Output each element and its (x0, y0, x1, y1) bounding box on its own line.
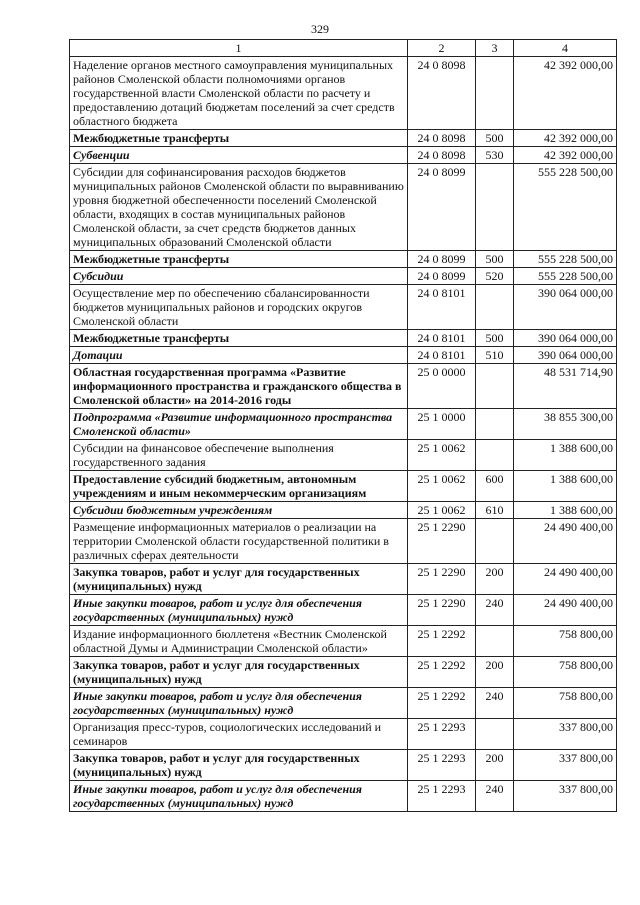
table-row (70, 719, 617, 750)
table-row (70, 130, 617, 147)
page-number: 329 (311, 22, 329, 36)
expense-type-code: 500 (476, 130, 514, 147)
target-code: 24 0 8098 (408, 147, 476, 164)
expense-type-code: 510 (476, 347, 514, 364)
amount-value: 1 388 600,00 (514, 502, 617, 519)
table-row (70, 268, 617, 285)
column-header: 2 (408, 40, 476, 57)
row-description: Организация пресс-туров, социологических исследований и семинаров (70, 719, 408, 750)
column-header: 4 (514, 40, 617, 57)
expense-type-code: 200 (476, 750, 514, 781)
expense-type-code (476, 285, 514, 330)
row-description: Иные закупки товаров, работ и услуг для обеспечения государственных (муниципальных) нужд (70, 595, 408, 626)
target-code: 24 0 8098 (408, 130, 476, 147)
target-code: 24 0 8101 (408, 347, 476, 364)
amount-value: 48 531 714,90 (514, 364, 617, 409)
target-code: 25 1 0062 (408, 440, 476, 471)
table-row (70, 688, 617, 719)
row-description: Иные закупки товаров, работ и услуг для обеспечения государственных (муниципальных) нужд (70, 781, 408, 812)
table-row (70, 57, 617, 130)
expense-type-code: 520 (476, 268, 514, 285)
row-description: Межбюджетные трансферты (70, 130, 408, 147)
table-row (70, 251, 617, 268)
expense-type-code: 200 (476, 657, 514, 688)
column-header: 1 (70, 40, 408, 57)
table-row (70, 330, 617, 347)
amount-value: 337 800,00 (514, 719, 617, 750)
target-code: 25 1 2290 (408, 519, 476, 564)
row-description: Иные закупки товаров, работ и услуг для обеспечения государственных (муниципальных) нужд (70, 688, 408, 719)
amount-value: 390 064 000,00 (514, 285, 617, 330)
table-header-row (70, 40, 617, 57)
row-description: Субсидии бюджетным учреждениям (70, 502, 408, 519)
table-row (70, 471, 617, 502)
amount-value: 1 388 600,00 (514, 471, 617, 502)
target-code: 25 1 2290 (408, 595, 476, 626)
amount-value: 24 490 400,00 (514, 564, 617, 595)
table-row (70, 626, 617, 657)
expense-type-code: 610 (476, 502, 514, 519)
expense-type-code (476, 519, 514, 564)
table-row (70, 564, 617, 595)
table-row (70, 781, 617, 812)
amount-value: 555 228 500,00 (514, 251, 617, 268)
table-row (70, 440, 617, 471)
row-description: Межбюджетные трансферты (70, 330, 408, 347)
amount-value: 24 490 400,00 (514, 595, 617, 626)
expense-type-code: 530 (476, 147, 514, 164)
column-header: 3 (476, 40, 514, 57)
amount-value: 758 800,00 (514, 626, 617, 657)
target-code: 25 1 2292 (408, 688, 476, 719)
amount-value: 390 064 000,00 (514, 347, 617, 364)
table-row (70, 595, 617, 626)
target-code: 24 0 8098 (408, 57, 476, 130)
target-code: 25 0 0000 (408, 364, 476, 409)
target-code: 25 1 2293 (408, 719, 476, 750)
table-body (70, 57, 617, 812)
amount-value: 337 800,00 (514, 781, 617, 812)
target-code: 25 1 0062 (408, 471, 476, 502)
expense-type-code (476, 409, 514, 440)
amount-value: 555 228 500,00 (514, 164, 617, 251)
table-row (70, 347, 617, 364)
row-description: Субвенции (70, 147, 408, 164)
target-code: 25 1 0000 (408, 409, 476, 440)
expense-type-code (476, 626, 514, 657)
amount-value: 758 800,00 (514, 657, 617, 688)
amount-value: 337 800,00 (514, 750, 617, 781)
target-code: 24 0 8099 (408, 164, 476, 251)
row-description: Областная государственная программа «Развитие информационного пространства и гражданского общества в Смоленской области» на 2014-2016 годы (70, 364, 408, 409)
target-code: 24 0 8101 (408, 330, 476, 347)
expense-type-code (476, 164, 514, 251)
target-code: 25 1 2292 (408, 657, 476, 688)
target-code: 24 0 8099 (408, 268, 476, 285)
row-description: Размещение информационных материалов о реализации на территории Смоленской области государственной политики в различных сферах деятельности (70, 519, 408, 564)
amount-value: 42 392 000,00 (514, 147, 617, 164)
table-row (70, 285, 617, 330)
target-code: 24 0 8099 (408, 251, 476, 268)
row-description: Предоставление субсидий бюджетным, автономным учреждениям и иным некоммерческим организациям (70, 471, 408, 502)
budget-table (69, 39, 617, 812)
row-description: Осуществление мер по обеспечению сбалансированности бюджетов муниципальных районов и городских округов Смоленской области (70, 285, 408, 330)
expense-type-code: 240 (476, 781, 514, 812)
table-row (70, 409, 617, 440)
expense-type-code: 240 (476, 595, 514, 626)
table-row (70, 657, 617, 688)
row-description: Межбюджетные трансферты (70, 251, 408, 268)
row-description: Издание информационного бюллетеня «Вестник Смоленской областной Думы и Администрации Смоленской области» (70, 626, 408, 657)
target-code: 25 1 2293 (408, 750, 476, 781)
target-code: 25 1 2292 (408, 626, 476, 657)
amount-value: 1 388 600,00 (514, 440, 617, 471)
table-row (70, 750, 617, 781)
table-row (70, 164, 617, 251)
table-row (70, 364, 617, 409)
expense-type-code: 500 (476, 330, 514, 347)
expense-type-code (476, 440, 514, 471)
expense-type-code (476, 57, 514, 130)
row-description: Субсидии (70, 268, 408, 285)
amount-value: 42 392 000,00 (514, 130, 617, 147)
row-description: Закупка товаров, работ и услуг для государственных (муниципальных) нужд (70, 657, 408, 688)
row-description: Закупка товаров, работ и услуг для государственных (муниципальных) нужд (70, 750, 408, 781)
table-row (70, 519, 617, 564)
target-code: 25 1 2290 (408, 564, 476, 595)
amount-value: 24 490 400,00 (514, 519, 617, 564)
expense-type-code: 600 (476, 471, 514, 502)
expense-type-code: 200 (476, 564, 514, 595)
expense-type-code: 240 (476, 688, 514, 719)
amount-value: 555 228 500,00 (514, 268, 617, 285)
amount-value: 758 800,00 (514, 688, 617, 719)
table-row (70, 502, 617, 519)
expense-type-code (476, 719, 514, 750)
amount-value: 38 855 300,00 (514, 409, 617, 440)
expense-type-code: 500 (476, 251, 514, 268)
row-description: Субсидии на финансовое обеспечение выполнения государственного задания (70, 440, 408, 471)
row-description: Подпрограмма «Развитие информационного пространства Смоленской области» (70, 409, 408, 440)
row-description: Дотации (70, 347, 408, 364)
target-code: 24 0 8101 (408, 285, 476, 330)
row-description: Субсидии для софинансирования расходов бюджетов муниципальных районов Смоленской области по выравниванию уровня бюджетной обеспеченности поселений Смоленской области, входящих в состав муниципальных районов Смоленской области, за счет средств бюджетов данных муниципальных образований Смоленской области (70, 164, 408, 251)
target-code: 25 1 0062 (408, 502, 476, 519)
amount-value: 390 064 000,00 (514, 330, 617, 347)
row-description: Закупка товаров, работ и услуг для государственных (муниципальных) нужд (70, 564, 408, 595)
expense-type-code (476, 364, 514, 409)
target-code: 25 1 2293 (408, 781, 476, 812)
row-description: Наделение органов местного самоуправления муниципальных районов Смоленской области полномочиями органов государственной власти Смоленской области по расчету и предоставлению дотаций бюджетам поселений за счет средств областного бюджета (70, 57, 408, 130)
table-row (70, 147, 617, 164)
amount-value: 42 392 000,00 (514, 57, 617, 130)
